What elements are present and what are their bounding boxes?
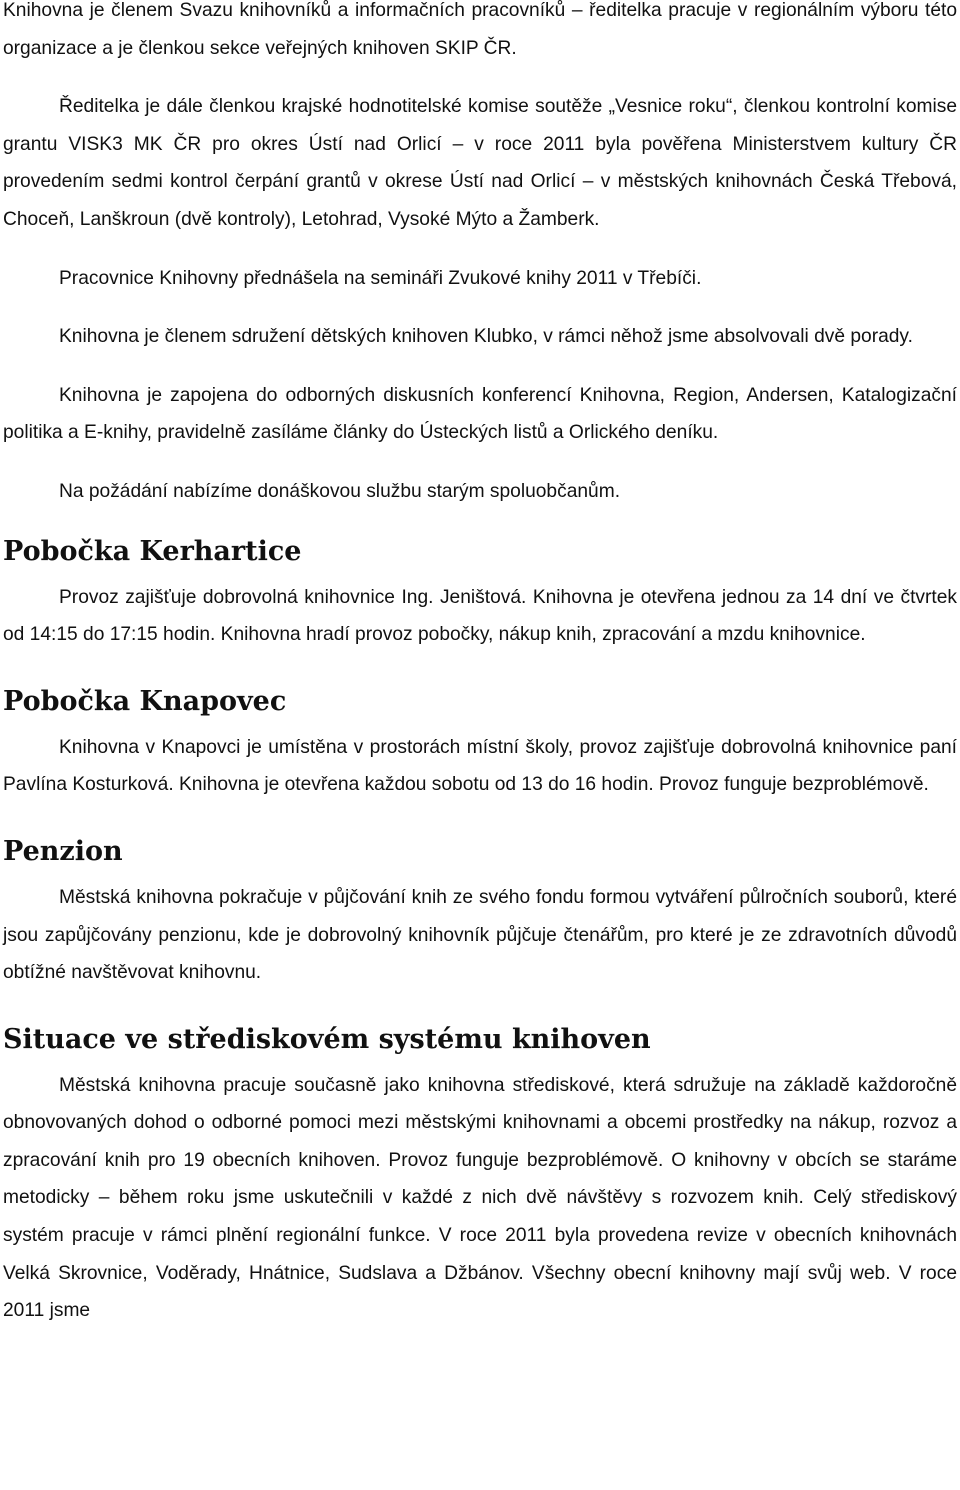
heading-regional-system: Situace ve střediskovém systému knihoven: [3, 1023, 651, 1055]
paragraph-knapovec: Knihovna v Knapovci je umístěna v prostorách místní školy, provoz zajišťuje dobrovolná knihovnice paní Pavlína Kosturková. Knihovna je otevřena každou sobotu od 13 do 16 hodin. Provoz funguje bezproblémově.: [3, 736, 957, 796]
paragraph-director-commission: Ředitelka je dále členkou krajské hodnotitelské komise soutěže „Vesnice roku“, členkou kontrolní komise grantu VISK3 MK ČR pro okres Ústí nad Orlicí – v roce 2011 byla pověřena Ministerstvem kultury ČR provedením sedmi kontrol čerpání grantů v okrese Ústí nad Orlicí – v městských knihovnách Česká Třebová, Choceň, Lanškroun (dvě kontroly), Letohrad, Vysoké Mýto a Žamberk.: [3, 96, 957, 230]
paragraph-regional-system: Městská knihovna pracuje současně jako knihovna střediskové, která sdružuje na základě každoročně obnovovaných dohod o odborné pomoci mezi městskými knihovnami a obcemi prostředky na nákup, rozvoz a zpracování knih pro 19 obecních knihoven. Provoz funguje bezproblémově. O knihovny v obcích se staráme metodicky – během roku jsme uskutečnili v každé z nich dvě návštěvy s rozvozem knih. Celý střediskový systém pracuje v rámci plnění regionální funkce. V roce 2011 byla provedena revize v obecních knihovnách Velká Skrovnice, Voděrady, Hnátnice, Sudslava a Džbánov. Všechny obecní knihovny mají svůj web. V roce 2011 jsme: [3, 1074, 957, 1322]
paragraph-klubko: Knihovna je členem sdružení dětských knihoven Klubko, v rámci něhož jsme absolvovali dvě porady.: [59, 326, 913, 348]
heading-knapovec: Pobočka Knapovec: [3, 685, 287, 717]
paragraph-kerhartice: Provoz zajišťuje dobrovolná knihovnice Ing. Jeništová. Knihovna je otevřena jednou za 14 dní ve čtvrtek od 14:15 do 17:15 hodin. Knihovna hradí provoz pobočky, nákup knih, zpracování a mzdu knihovnice.: [3, 586, 957, 646]
paragraph-seminar: Pracovnice Knihovny přednášela na semináři Zvukové knihy 2011 v Třebíči.: [59, 267, 702, 289]
paragraph-conferences: Knihovna je zapojena do odborných diskusních konferencí Knihovna, Region, Andersen, Katalogizační politika a E-knihy, pravidelně zasíláme články do Ústeckých listů a Orlického deníku.: [3, 384, 957, 444]
paragraph-delivery-service: Na požádání nabízíme donáškovou službu starým spoluobčanům.: [59, 480, 621, 502]
paragraph-penzion: Městská knihovna pokračuje v půjčování knih ze svého fondu formou vytváření půlročních souborů, které jsou zapůjčovány penzionu, kde je dobrovolný knihovník půjčuje čtenářům, pro které je ze zdravotních důvodů obtížné navštěvovat knihovnu.: [3, 886, 957, 984]
heading-kerhartice: Pobočka Kerhartice: [3, 535, 302, 567]
heading-penzion: Penzion: [3, 835, 123, 867]
paragraph-skip-membership: Knihovna je členem Svazu knihovníků a informačních pracovníků – ředitelka pracuje v regionálním výboru této organizace a je členkou sekce veřejných knihoven SKIP ČR.: [3, 0, 957, 59]
